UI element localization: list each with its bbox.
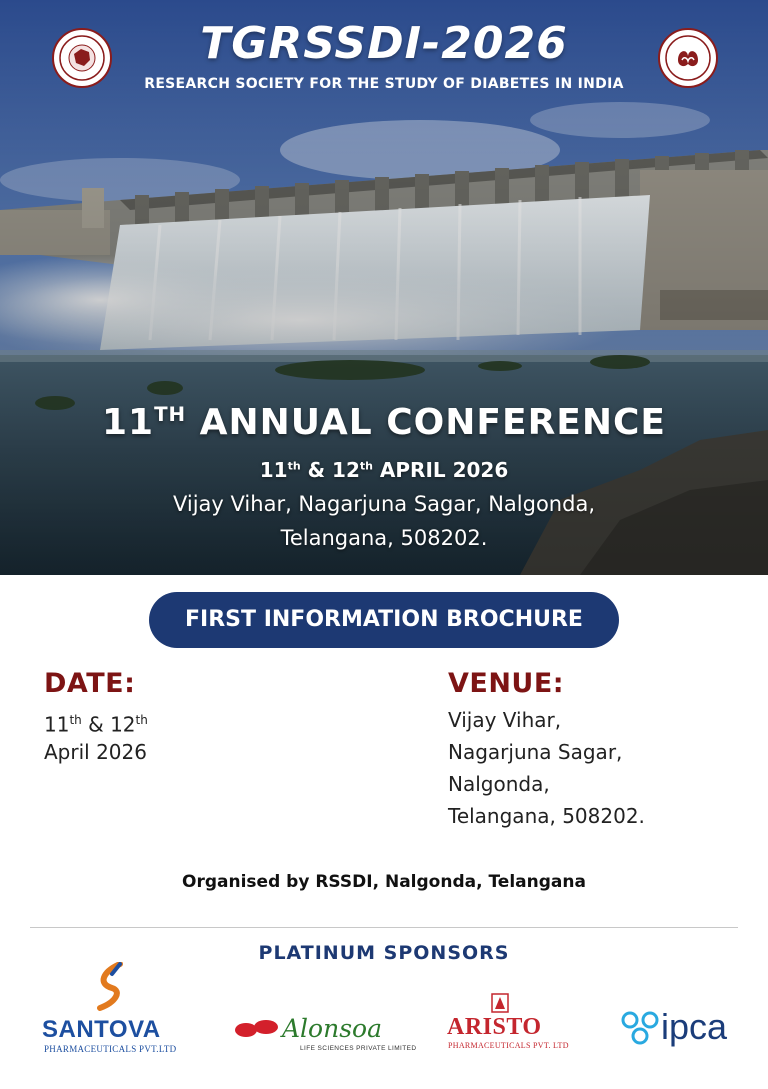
conference-address-line2: Telangana, 508202. [280, 526, 488, 550]
venue-heading: VENUE: [448, 668, 565, 699]
conference-title: ANNUAL CONFERENCE [186, 402, 667, 443]
venue-line: Vijay Vihar, [448, 708, 562, 732]
date-day2: & 12 [300, 458, 360, 482]
santova-swoosh-icon [90, 962, 130, 1014]
date-block-day1: 11 [44, 712, 70, 737]
aristo-emblem-icon [490, 992, 510, 1014]
date-day1: 11 [259, 458, 288, 482]
venue-line: Telangana, 508202. [448, 804, 645, 828]
venue-line: Nagarjuna Sagar, [448, 740, 623, 764]
santova-tagline: PHARMACEUTICALS PVT.LTD [44, 1044, 177, 1054]
ipca-logo: ipca [661, 1006, 728, 1047]
date-month-year: APRIL 2026 [372, 458, 509, 482]
event-title: TGRSSDI-2026 [200, 18, 568, 69]
date-block-day1-suffix: th [69, 713, 82, 727]
date-block-day2-suffix: th [135, 713, 148, 727]
conference-number-suffix: TH [154, 403, 187, 426]
date-day2-suffix: th [359, 459, 373, 473]
aristo-logo: ARISTO [447, 1014, 542, 1040]
society-name: RESEARCH SOCIETY FOR THE STUDY OF DIABETES IN INDIA [144, 76, 624, 92]
date-line2: April 2026 [44, 740, 147, 764]
conference-heading [0, 402, 768, 443]
organiser-line: Organised by RSSDI, Nalgonda, Telangana [182, 872, 586, 892]
date-day1-suffix: th [287, 459, 301, 473]
conference-address-line1: Vijay Vihar, Nagarjuna Sagar, Nalgonda, [172, 492, 595, 516]
date-heading: DATE: [44, 668, 136, 699]
conference-dates [0, 458, 768, 482]
alonsoa-tagline: LIFE SCIENCES PRIVATE LIMITED [300, 1045, 417, 1052]
santova-logo: SANTOVA [42, 1016, 161, 1043]
conference-number: 11 [101, 402, 155, 443]
ipca-symbol-icon [620, 1010, 662, 1048]
brochure-label-banner: FIRST INFORMATION BROCHURE [149, 592, 619, 648]
date-block-day2: & 12 [81, 712, 136, 737]
sponsors-heading: PLATINUM SPONSORS [258, 942, 510, 964]
alonsoa-logo: Alonsoa [282, 1014, 382, 1043]
alonsoa-petals-icon [234, 1018, 282, 1040]
venue-line: Nalgonda, [448, 772, 550, 796]
aristo-tagline: PHARMACEUTICALS PVT. LTD [448, 1041, 569, 1050]
divider [30, 927, 738, 928]
